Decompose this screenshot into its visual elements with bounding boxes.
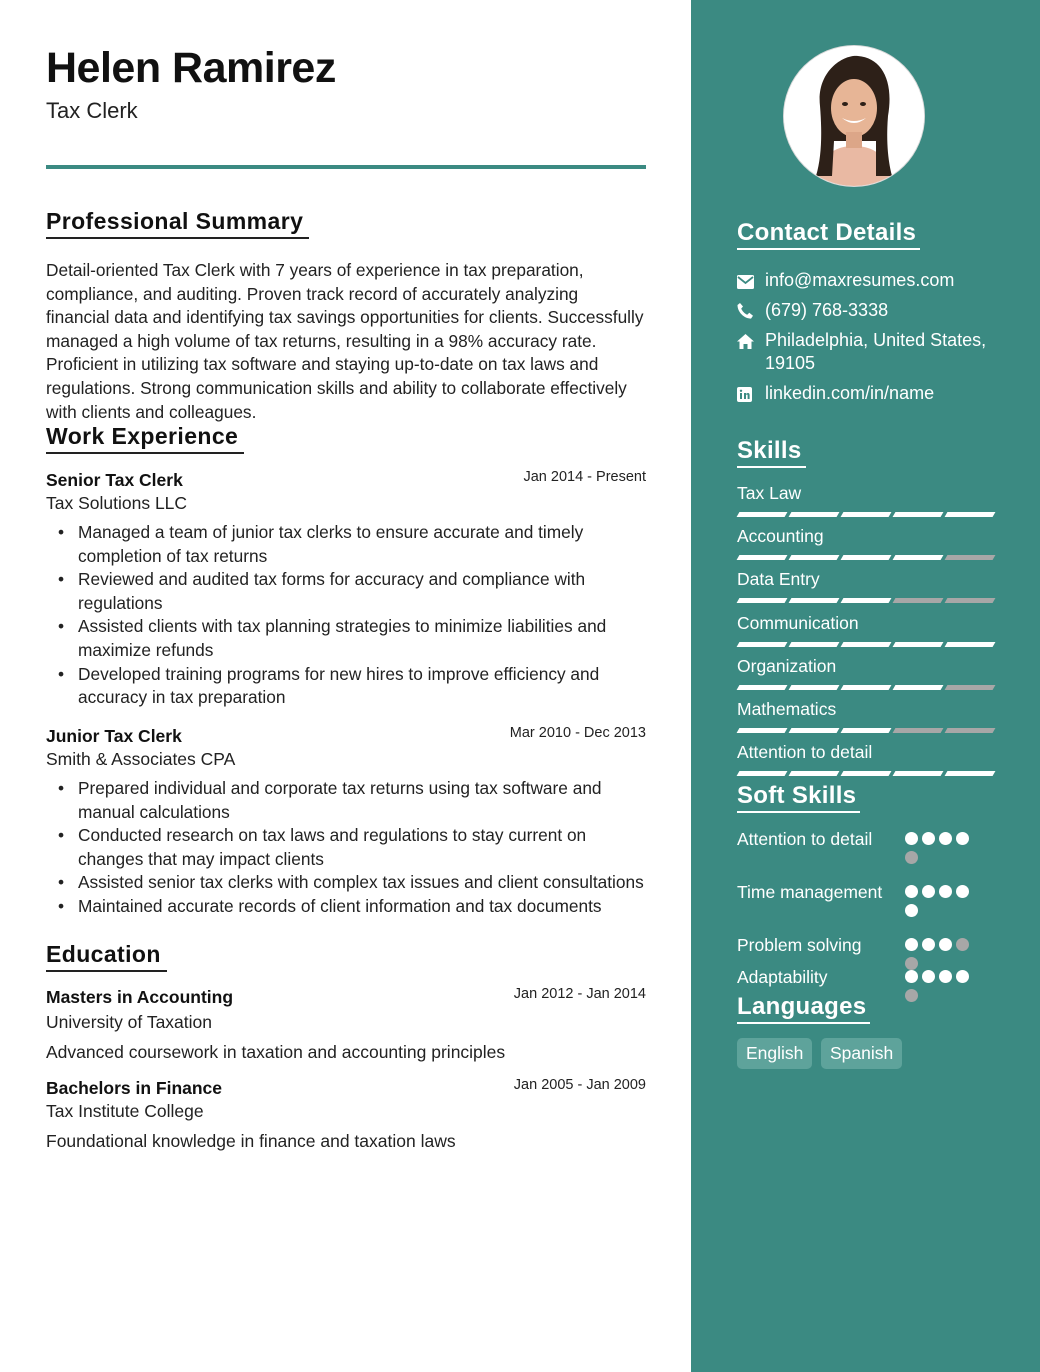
rating-dot: [905, 989, 918, 1002]
education-description: Foundational knowledge in finance and taxation laws: [46, 1131, 456, 1151]
skill-level-segment: [945, 771, 996, 776]
skill-level-segment: [945, 685, 996, 690]
soft-skill-rating: [905, 832, 979, 864]
education-degree: Bachelors in Finance: [46, 1078, 223, 1098]
skill-label: Attention to detail: [737, 742, 873, 762]
rating-dot: [922, 938, 935, 951]
soft-skill-label: Attention to detail: [737, 829, 873, 849]
contact-title: Contact Details: [737, 219, 920, 250]
skill-level-segment: [841, 555, 892, 560]
list-item: • Assisted senior tax clerks with complex tax issues and client consultations: [78, 871, 646, 895]
summary-title: Professional Summary: [46, 208, 309, 239]
education-description: Advanced coursework in taxation and accounting principles: [46, 1042, 506, 1062]
list-item: • Reviewed and audited tax forms for accuracy and compliance with regulations: [78, 568, 646, 615]
skill-level-segment: [945, 512, 996, 517]
rating-dot: [956, 832, 969, 845]
skill-level-segment: [737, 771, 788, 776]
skill-level-segment: [945, 555, 996, 560]
job-bullets: [46, 777, 646, 919]
rating-dot: [905, 970, 918, 983]
rating-dot: [956, 885, 969, 898]
job-company: Smith & Associates CPA: [46, 749, 236, 769]
linkedin-text: linkedin.com/in/name: [765, 383, 935, 403]
language-chip: English: [737, 1038, 812, 1069]
skill-level-segment: [841, 771, 892, 776]
rating-dot: [905, 904, 918, 917]
skill-level-segment: [841, 598, 892, 603]
job-bullets: [46, 521, 646, 710]
rating-dot: [956, 938, 969, 951]
contact-email[interactable]: [737, 269, 997, 295]
soft-skill-label: Adaptability: [737, 967, 828, 987]
skill-level-segment: [789, 728, 840, 733]
skill-level-segment: [737, 728, 788, 733]
address-text: Philadelphia, United States, 19105: [765, 330, 987, 373]
rating-dot: [939, 970, 952, 983]
soft-skill-label: Problem solving: [737, 935, 862, 955]
education-title: Education: [46, 941, 167, 972]
rating-dot: [922, 832, 935, 845]
skill-level-segment: [841, 728, 892, 733]
summary-text: Detail-oriented Tax Clerk with 7 years of experience in tax preparation, compliance, and auditing. Proven track record of accurately analyzing financial data and identifying tax savings opportunities for clients. Successfully managed a high volume of tax returns, resulting in a 98% accuracy rate. Proficient in utilizing tax software and staying up-to-date on tax laws and regulations. Strong communication skills and ability to collaborate effectively with clients and colleagues.: [46, 260, 644, 422]
education-degree: Masters in Accounting: [46, 987, 234, 1007]
language-chip: Spanish: [821, 1038, 902, 1069]
linkedin-icon: [737, 382, 765, 408]
job-dates: Jan 2014 - Present: [523, 469, 646, 485]
home-icon: [737, 329, 765, 375]
skill-level-segment: [893, 598, 944, 603]
skill-label: Accounting: [737, 526, 824, 546]
skill-label: Mathematics: [737, 699, 837, 719]
skill-level-bar: [738, 685, 994, 690]
skill-level-segment: [737, 642, 788, 647]
soft-skill-rating: [905, 970, 979, 1002]
skill-level-segment: [789, 771, 840, 776]
rating-dot: [905, 851, 918, 864]
skill-level-segment: [945, 598, 996, 603]
candidate-role: Tax Clerk: [46, 98, 138, 123]
rating-dot: [939, 832, 952, 845]
sidebar: [691, 0, 1040, 1372]
skill-level-bar: [738, 642, 994, 647]
skill-level-bar: [738, 728, 994, 733]
skills-title: Skills: [737, 437, 806, 468]
skill-level-segment: [789, 555, 840, 560]
skill-level-segment: [737, 512, 788, 517]
job-title: Junior Tax Clerk: [46, 726, 182, 746]
email-text: info@maxresumes.com: [765, 270, 955, 290]
education-school: University of Taxation: [46, 1012, 213, 1032]
soft-skills-title: Soft Skills: [737, 782, 860, 813]
rating-dot: [922, 970, 935, 983]
skill-level-segment: [789, 512, 840, 517]
contact-phone[interactable]: [737, 299, 997, 325]
rating-dot: [905, 832, 918, 845]
skill-level-segment: [737, 598, 788, 603]
contact-linkedin[interactable]: [737, 382, 997, 408]
skill-level-bar: [738, 771, 994, 776]
education-dates: Jan 2012 - Jan 2014: [513, 986, 646, 1002]
job-title: Senior Tax Clerk: [46, 470, 183, 490]
skill-level-segment: [841, 512, 892, 517]
skill-label: Tax Law: [737, 483, 802, 503]
skill-level-segment: [841, 685, 892, 690]
skill-level-segment: [789, 598, 840, 603]
rating-dot: [956, 970, 969, 983]
skill-level-segment: [737, 685, 788, 690]
skill-level-segment: [893, 555, 944, 560]
rating-dot: [905, 938, 918, 951]
rating-dot: [905, 957, 918, 970]
soft-skill-rating: [905, 885, 979, 917]
phone-icon: [737, 299, 765, 325]
list-item: • Maintained accurate records of client information and tax documents: [78, 895, 646, 919]
list-item: • Assisted clients with tax planning strategies to minimize liabilities and maximize refunds: [78, 615, 646, 662]
experience-title: Work Experience: [46, 423, 244, 454]
education-dates: Jan 2005 - Jan 2009: [513, 1077, 646, 1093]
rating-dot: [922, 885, 935, 898]
skill-level-bar: [738, 512, 994, 517]
skill-level-segment: [945, 728, 996, 733]
job-company: Tax Solutions LLC: [46, 493, 188, 513]
header-divider: [46, 165, 646, 169]
contact-address: [737, 329, 997, 375]
skill-level-segment: [893, 512, 944, 517]
rating-dot: [905, 885, 918, 898]
list-item: • Prepared individual and corporate tax returns using tax software and manual calculations: [78, 777, 646, 824]
skill-level-segment: [841, 642, 892, 647]
list-item: • Managed a team of junior tax clerks to ensure accurate and timely completion of tax returns: [78, 521, 646, 568]
skill-level-segment: [893, 771, 944, 776]
skill-level-bar: [738, 598, 994, 603]
phone-text: (679) 768-3338: [765, 300, 889, 320]
skill-label: Organization: [737, 656, 837, 676]
profile-photo: [784, 46, 924, 186]
soft-skill-label: Time management: [737, 882, 883, 902]
education-school: Tax Institute College: [46, 1101, 204, 1121]
skill-level-segment: [789, 685, 840, 690]
candidate-name: Helen Ramirez: [46, 44, 336, 92]
list-item: • Developed training programs for new hires to improve efficiency and accuracy in tax preparation: [78, 663, 646, 710]
avatar: [784, 46, 924, 186]
skill-level-segment: [893, 685, 944, 690]
job-dates: Mar 2010 - Dec 2013: [509, 725, 646, 741]
soft-skill-rating: [905, 938, 979, 970]
skill-level-segment: [893, 642, 944, 647]
skill-level-segment: [893, 728, 944, 733]
rating-dot: [939, 938, 952, 951]
skill-label: Communication: [737, 613, 859, 633]
rating-dot: [939, 885, 952, 898]
skill-level-segment: [737, 555, 788, 560]
skill-label: Data Entry: [737, 569, 820, 589]
list-item: • Conducted research on tax laws and regulations to stay current on changes that may impact clients: [78, 824, 646, 871]
skill-level-bar: [738, 555, 994, 560]
languages-title: Languages: [737, 993, 870, 1024]
skill-level-segment: [789, 642, 840, 647]
skill-level-segment: [945, 642, 996, 647]
email-icon: [737, 269, 765, 295]
